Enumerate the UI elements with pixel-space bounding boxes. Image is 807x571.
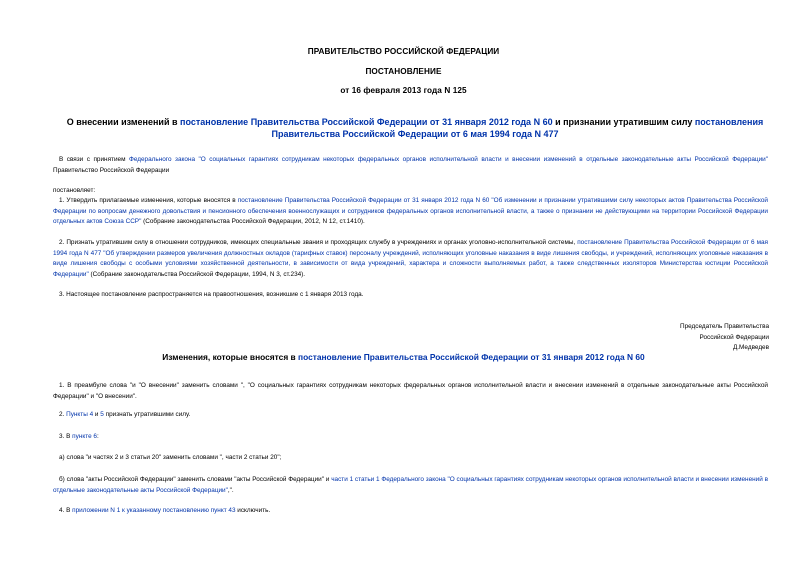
changes-title [0,352,807,362]
change-3-text-2: : [96,433,99,440]
signature-line-1: Председатель Правительства [680,323,769,330]
signature-block [680,322,769,354]
change-4-link[interactable]: приложении N 1 к указанному постановлению пункт 43 [72,507,236,514]
item-1-text-2: (Собрание законодательства Российской Федерации, 2012, N 12, ст.1410). [141,218,365,225]
item-2-text-1: 2. Признать утратившим силу в отношении сотрудников, имеющих специальные звания и проходящих службу в учреждениях и органах уголовно-исполнительной системы, [59,239,578,246]
change-3b-text-1: б) слова "акты Российской Федерации" заменить словами "акты Российской Федерации" и [59,476,332,483]
change-4-paragraph [53,506,768,517]
item-2-text-2: (Собрание законодательства Российской Федерации, 1994, N 3, ст.234). [88,270,306,278]
change-1-paragraph: 1. В преамбуле слова "и "О внесении" заменить словами ", "О социальных гарантиях сотрудникам некоторых федеральных органов исполнительной власти и внесении изменений в отдельные законодательные акты Российской Федерации" и "О внесении". [53,382,768,400]
item-1-text-1: 1. Утвердить прилагаемые изменения, которые вносятся в [59,197,238,204]
title-text-1: О внесении изменений в [66,117,181,127]
change-4-text-2: исключить. [235,507,271,514]
intro-text-2: Правительство Российской Федерации [53,166,170,174]
change-3-link-punkt-6[interactable]: пункте 6 [72,433,97,440]
change-3b-link[interactable]: части 1 статьи 1 Федерального закона "О социальных гарантиях сотрудникам некоторых органов исполнительной власти и внесении изменений в отдельные законодательные акты Российской Федерации" [53,476,768,494]
changes-title-link[interactable]: постановление Правительства Российской Федерации от 31 января 2012 года N 60 [298,352,645,362]
item-3-paragraph: 3. Настоящее постановление распространяется на правоотношения, возникшие с 1 января 2013 года. [59,291,364,298]
change-2-link-punkt-4[interactable]: Пункты 4 [66,411,94,418]
intro-link-federal-law[interactable]: Федерального закона "О социальных гарантиях сотрудникам некоторых федеральных органов исполнительной власти и внесении изменений в отдельные законодательные акты Российской Федерации" [128,156,768,163]
decree-word: постановляет: [53,187,96,194]
title-link-postanovlenie-477-b[interactable]: Правительства Российской Федерации от 6 мая 1994 года N 477 [271,129,559,139]
change-4-text-1: 4. В [59,507,73,514]
document-title [55,116,775,140]
change-2-paragraph [53,410,768,421]
item-2-link[interactable]: постановление Правительства Российской Федерации от 6 мая 1994 года N 477 "Об утверждении размеров увеличения должностных окладов (тарифных ставок) персоналу учреждений, исполняющих уголовные наказания в виде лишения свободы, и учреждений, исполняющих уголовные наказания в виде лишения свободы с особыми условиями хозяйственной деятельности, в зависимости от вида учреждений, характера и сложности выполняемых работ, а также следственных изоляторов Министерства юстиции Российской Федерации" [53,239,769,278]
change-3-text-1: 3. В [59,433,73,440]
item-1-link[interactable]: постановление Правительства Российской Федерации от 31 января 2012 года N 60 "Об изменении и признании утратившими силу некоторых актов Правительства Российской Федерации по вопросам денежного довольствия и пенсионного обеспечения военнослужащих и сотрудников федеральных органов исполнительной власти, а также о признании не действующими на территории Российской Федерации отдельных актов Союза ССР" [53,197,768,225]
change-3-paragraph [53,432,768,443]
signature-line-2: Российской Федерации [699,333,769,341]
change-3a-paragraph: а) слова "и частях 2 и 3 статьи 20" заменить словами ", части 2 статьи 20"; [59,454,282,461]
item-1-paragraph [53,196,768,228]
intro-paragraph [53,155,768,176]
change-2-text-3: признать утратившими силу. [103,411,191,418]
change-2-text-1: 2. [59,411,67,418]
change-2-link-punkt-5[interactable]: 5 [100,411,104,418]
title-link-postanovlenie-60[interactable]: постановление Правительства Российской Федерации от 31 января 2012 года N 60 [180,117,553,127]
doc-type-heading: ПОСТАНОВЛЕНИЕ [365,67,442,76]
title-link-postanovlenie-477-a[interactable]: постановления [694,117,764,127]
change-3b-paragraph [53,475,768,496]
title-text-2: и признании утратившим силу [552,117,695,127]
signature-line-3: Д.Медведев [732,344,769,351]
item-2-paragraph [53,238,768,280]
date-number-heading: от 16 февраля 2013 года N 125 [340,86,467,95]
org-heading: ПРАВИТЕЛЬСТВО РОССИЙСКОЙ ФЕДЕРАЦИИ [307,47,500,56]
change-3b-text-2: ,". [227,486,234,494]
changes-title-text: Изменения, которые вносятся в [162,352,299,362]
intro-text-1: В связи с принятием [59,156,129,163]
change-2-text-2: и [93,411,101,418]
